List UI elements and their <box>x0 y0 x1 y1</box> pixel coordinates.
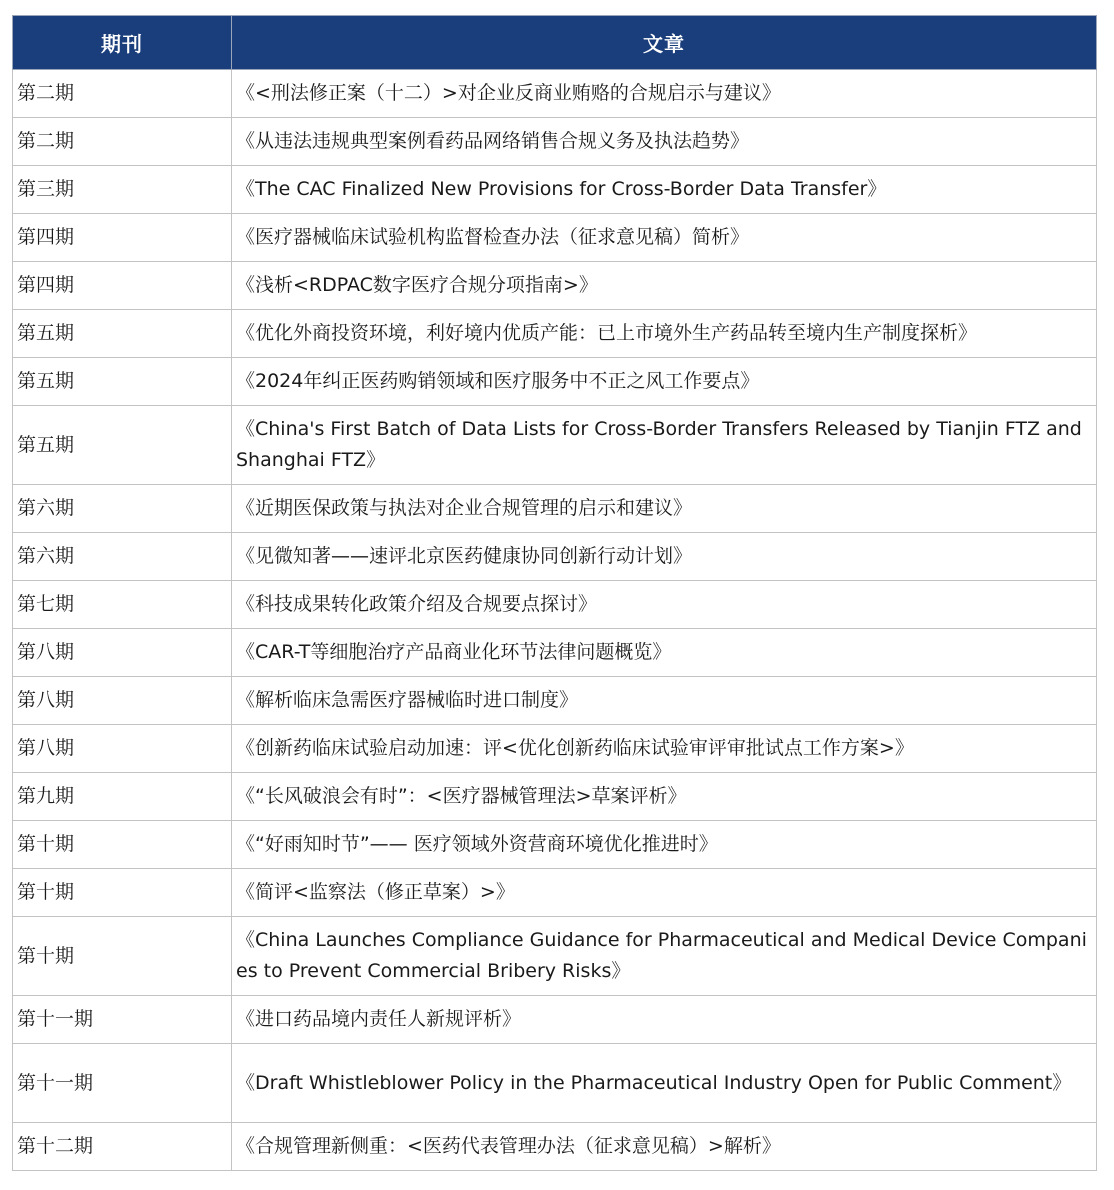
table-row <box>13 533 1097 581</box>
issue-cell: 第十一期 <box>13 1044 232 1123</box>
table-row <box>13 917 1097 996</box>
journal-articles-table <box>12 15 1097 1171</box>
issue-cell: 第四期 <box>13 214 232 262</box>
issue-cell: 第八期 <box>13 725 232 773</box>
issue-cell: 第十二期 <box>13 1123 232 1171</box>
article-cell: 《<刑法修正案（十二）>对企业反商业贿赂的合规启示与建议》 <box>232 70 1097 118</box>
article-cell: 《进口药品境内责任人新规评析》 <box>232 996 1097 1044</box>
article-cell: 《优化外商投资环境，利好境内优质产能：已上市境外生产药品转至境内生产制度探析》 <box>232 310 1097 358</box>
issue-cell: 第二期 <box>13 70 232 118</box>
article-cell: 《科技成果转化政策介绍及合规要点探讨》 <box>232 581 1097 629</box>
article-cell: 《近期医保政策与执法对企业合规管理的启示和建议》 <box>232 485 1097 533</box>
issue-cell: 第七期 <box>13 581 232 629</box>
article-cell: 《见微知著——速评北京医药健康协同创新行动计划》 <box>232 533 1097 581</box>
article-cell: 《“长风破浪会有时”：<医疗器械管理法>草案评析》 <box>232 773 1097 821</box>
table-row <box>13 677 1097 725</box>
header-issue: 期刊 <box>13 16 232 70</box>
issue-cell: 第五期 <box>13 406 232 485</box>
table-row <box>13 869 1097 917</box>
table-row <box>13 310 1097 358</box>
article-cell: 《创新药临床试验启动加速：评<优化创新药临床试验审评审批试点工作方案>》 <box>232 725 1097 773</box>
issue-cell: 第八期 <box>13 629 232 677</box>
issue-cell: 第九期 <box>13 773 232 821</box>
issue-cell: 第五期 <box>13 358 232 406</box>
issue-cell: 第六期 <box>13 485 232 533</box>
issue-cell: 第十期 <box>13 917 232 996</box>
article-cell: 《China's First Batch of Data Lists for Cross-Border Transfers Released by Tianjin FTZ and Shanghai FTZ》 <box>232 406 1097 485</box>
article-cell: 《The CAC Finalized New Provisions for Cross-Border Data Transfer》 <box>232 166 1097 214</box>
article-cell: 《解析临床急需医疗器械临时进口制度》 <box>232 677 1097 725</box>
table-header-row <box>13 16 1097 70</box>
table-row <box>13 262 1097 310</box>
article-cell: 《“好雨知时节”—— 医疗领域外资营商环境优化推进时》 <box>232 821 1097 869</box>
table-row <box>13 725 1097 773</box>
article-cell: 《Draft Whistleblower Policy in the Pharmaceutical Industry Open for Public Comment》 <box>232 1044 1097 1123</box>
table-row <box>13 1044 1097 1123</box>
table-row <box>13 821 1097 869</box>
header-article: 文章 <box>232 16 1097 70</box>
issue-cell: 第三期 <box>13 166 232 214</box>
article-cell: 《医疗器械临床试验机构监督检查办法（征求意见稿）简析》 <box>232 214 1097 262</box>
table-row <box>13 406 1097 485</box>
table-row <box>13 214 1097 262</box>
table-row <box>13 166 1097 214</box>
table-row <box>13 996 1097 1044</box>
article-cell: 《CAR-T等细胞治疗产品商业化环节法律问题概览》 <box>232 629 1097 677</box>
article-cell: 《从违法违规典型案例看药品网络销售合规义务及执法趋势》 <box>232 118 1097 166</box>
table-row <box>13 629 1097 677</box>
issue-cell: 第十期 <box>13 821 232 869</box>
issue-cell: 第五期 <box>13 310 232 358</box>
table-row <box>13 1123 1097 1171</box>
article-cell: 《浅析<RDPAC数字医疗合规分项指南>》 <box>232 262 1097 310</box>
table-row <box>13 118 1097 166</box>
article-cell: 《合规管理新侧重：<医药代表管理办法（征求意见稿）>解析》 <box>232 1123 1097 1171</box>
issue-cell: 第八期 <box>13 677 232 725</box>
table-row <box>13 358 1097 406</box>
table-row <box>13 70 1097 118</box>
article-cell: 《China Launches Compliance Guidance for Pharmaceutical and Medical Device Companies to Prevent Commercial Bribery Risks》 <box>232 917 1097 996</box>
issue-cell: 第十期 <box>13 869 232 917</box>
issue-cell: 第六期 <box>13 533 232 581</box>
table-row <box>13 485 1097 533</box>
issue-cell: 第十一期 <box>13 996 232 1044</box>
article-cell: 《简评<监察法（修正草案）>》 <box>232 869 1097 917</box>
article-cell: 《2024年纠正医药购销领域和医疗服务中不正之风工作要点》 <box>232 358 1097 406</box>
table-row <box>13 773 1097 821</box>
issue-cell: 第二期 <box>13 118 232 166</box>
table-row <box>13 581 1097 629</box>
issue-cell: 第四期 <box>13 262 232 310</box>
